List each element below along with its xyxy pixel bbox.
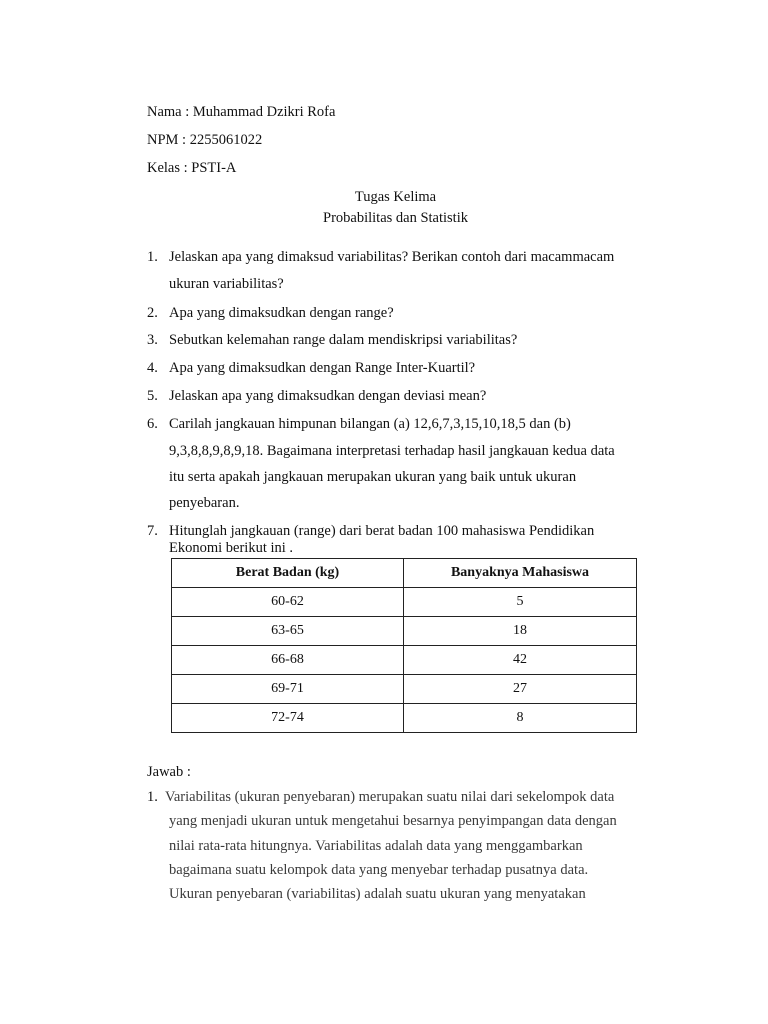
question-text: Jelaskan apa yang dimaksudkan dengan deviasi mean?	[169, 388, 487, 404]
answer-text: Ukuran penyebaran (variabilitas) adalah suatu ukuran yang menyatakan	[169, 886, 586, 902]
table-cell: 18	[404, 617, 637, 646]
question-number: 2.	[147, 305, 158, 321]
question-number: 3.	[147, 332, 158, 348]
question-number: 1.	[147, 249, 158, 265]
question-text: Sebutkan kelemahan range dalam mendiskripsi variabilitas?	[169, 332, 518, 348]
table-header-row	[172, 559, 637, 588]
answer-text: Variabilitas (ukuran penyebaran) merupakan suatu nilai dari sekelompok data	[165, 789, 615, 805]
answer-text: yang menjadi ukuran untuk mengetahui besarnya penyimpangan data dengan	[169, 813, 617, 829]
question-number: 5.	[147, 388, 158, 404]
table-cell: 8	[404, 704, 637, 733]
question-number: 6.	[147, 416, 158, 432]
table-row	[172, 675, 637, 704]
question-text: Apa yang dimaksudkan dengan range?	[169, 305, 394, 321]
weight-table	[171, 558, 637, 733]
question-text: itu serta apakah jangkauan merupakan ukuran yang baik untuk ukuran	[169, 469, 577, 485]
answer-heading: Jawab :	[147, 764, 191, 780]
table-row	[172, 646, 637, 675]
question-text: Apa yang dimaksudkan dengan Range Inter-Kuartil?	[169, 360, 476, 376]
table-header-cell: Berat Badan (kg)	[172, 559, 404, 588]
answer-number: 1.	[147, 789, 158, 805]
answer-text: bagaimana suatu kelompok data yang menyebar terhadap pusatnya data.	[169, 862, 589, 878]
answer-text: nilai rata-rata hitungnya. Variabilitas adalah data yang menggambarkan	[169, 838, 583, 854]
question-number: 4.	[147, 360, 158, 376]
question-text: Jelaskan apa yang dimaksud variabilitas? Berikan contoh dari macammacam	[169, 249, 615, 265]
table-cell: 63-65	[172, 617, 404, 646]
table-row	[172, 617, 637, 646]
table-cell: 27	[404, 675, 637, 704]
table-header-cell: Banyaknya Mahasiswa	[404, 559, 637, 588]
table-cell: 42	[404, 646, 637, 675]
question-text: ukuran variabilitas?	[169, 276, 284, 292]
question-text: Hitunglah jangkauan (range) dari berat badan 100 mahasiswa Pendidikan	[169, 523, 595, 539]
question-text: 9,3,8,8,9,8,9,18. Bagaimana interpretasi terhadap hasil jangkauan kedua data	[169, 443, 615, 459]
question-text: Ekonomi berikut ini .	[169, 540, 294, 556]
student-class: Kelas : PSTI-A	[147, 160, 237, 176]
course-title: Probabilitas dan Statistik	[323, 210, 468, 226]
table-cell: 72-74	[172, 704, 404, 733]
question-text: Carilah jangkauan himpunan bilangan (a) 12,6,7,3,15,10,18,5 dan (b)	[169, 416, 571, 432]
table-row	[172, 588, 637, 617]
question-number: 7.	[147, 523, 158, 539]
table-cell: 60-62	[172, 588, 404, 617]
question-text: penyebaran.	[169, 495, 240, 511]
table-cell: 5	[404, 588, 637, 617]
table-cell: 69-71	[172, 675, 404, 704]
student-npm: NPM : 2255061022	[147, 132, 263, 148]
student-name: Nama : Muhammad Dzikri Rofa	[147, 104, 336, 120]
table-row	[172, 704, 637, 733]
table-cell: 66-68	[172, 646, 404, 675]
assignment-title: Tugas Kelima	[354, 189, 437, 205]
